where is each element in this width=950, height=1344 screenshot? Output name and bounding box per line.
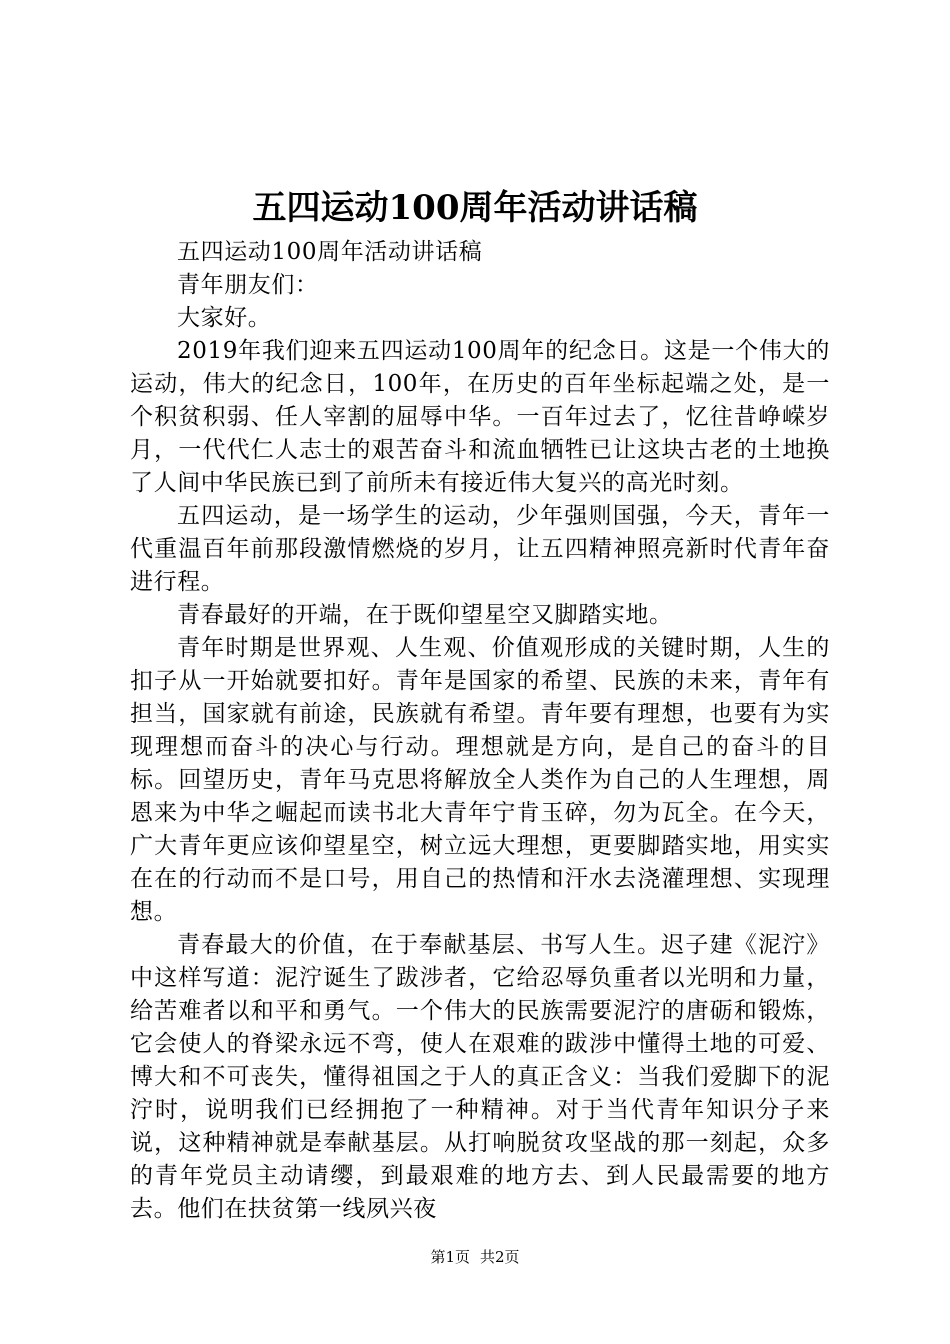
paragraph: 大家好。: [177, 305, 272, 331]
document-title: 五四运动100周年活动讲话稿: [252, 188, 698, 228]
paragraph: 五四运动100周年活动讲话稿: [177, 239, 483, 265]
page-number: 第1页: [430, 1248, 470, 1266]
paragraph: 2019年我们迎来五四运动100周年的纪念日。这是一个伟大的运动，伟大的纪念日，100年，在历史的百年坐标起端之处，是一个积贫积弱、任人宰割的屈辱中华。一百年过去了，忆往昔峥嵘岁月，一代代仁人志士的艰苦奋斗和流血牺牲已让这块古老的土地换了人间中华民族已到了前所未有接近伟大复兴的高光时刻。: [130, 338, 830, 496]
document-body: [130, 236, 830, 1226]
page-total: 共2页: [480, 1248, 520, 1266]
paragraph: 五四运动，是一场学生的运动，少年强则国强，今天，青年一代重温百年前那段激情燃烧的岁月，让五四精神照亮新时代青年奋进行程。: [130, 503, 830, 595]
paragraph: 青春最大的价值，在于奉献基层、书写人生。迟子建《泥泞》中这样写道：泥泞诞生了跋涉者，它给忍辱负重者以光明和力量，给苦难者以和平和勇气。一个伟大的民族需要泥泞的唐砺和锻炼，它会使人的脊梁永远不弯，使人在艰难的跋涉中懂得土地的可爱、博大和不可丧失，懂得祖国之于人的真正含义：当我们爱脚下的泥泞时，说明我们已经拥抱了一种精神。对于当代青年知识分子来说，这种精神就是奉献基层。从打响脱贫攻坚战的那一刻起，众多的青年党员主动请缨，到最艰难的地方去、到人民最需要的地方去。他们在扶贫第一线夙兴夜: [130, 932, 830, 1222]
paragraph: 青年时期是世界观、人生观、价值观形成的关键时期，人生的扣子从一开始就要扣好。青年是国家的希望、民族的未来，青年有担当，国家就有前途，民族就有希望。青年要有理想，也要有为实现理想而奋斗的决心与行动。理想就是方向，是自己的奋斗的目标。回望历史，青年马克思将解放全人类作为自己的人生理想，周恩来为中华之崛起而读书北大青年宁肯玉碎，勿为瓦全。在今天，广大青年更应该仰望星空，树立远大理想，更要脚踏实地，用实实在在的行动而不是口号，用自己的热情和汗水去浇灌理想、实现理想。: [130, 635, 830, 925]
paragraph: 青年朋友们：: [177, 272, 319, 298]
page-footer: [0, 1246, 950, 1268]
paragraph: 青春最好的开端，在于既仰望星空又脚踏实地。: [177, 602, 673, 628]
